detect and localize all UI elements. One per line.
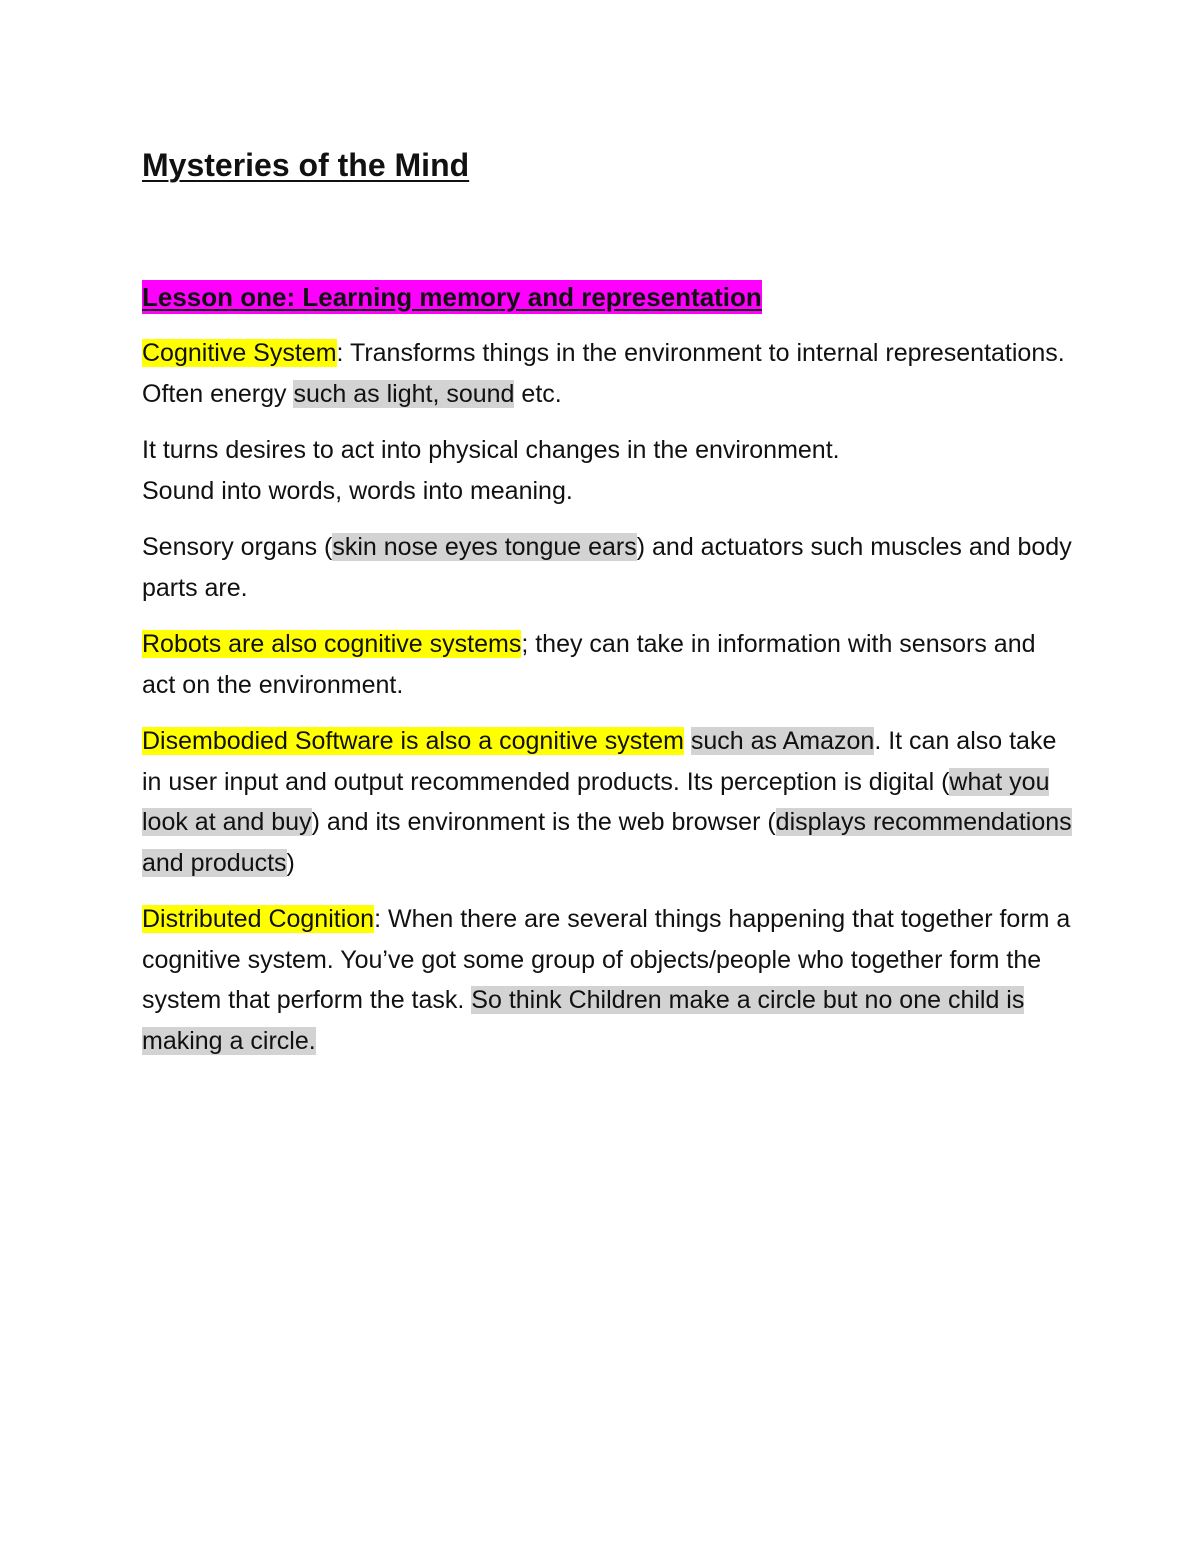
paragraph-robots [142,624,1072,705]
paragraph-text: : Transforms things in the environment to internal representations. Often energy [142,339,1065,408]
gray-highlight: skin nose eyes tongue ears [332,533,637,561]
paragraph-text: ; they can take in information with sensors and act on the environment. [142,630,1036,699]
gray-highlight: such as Amazon [690,727,875,755]
paragraph-text: ) [286,848,295,877]
gray-highlight: what you look at and buy [142,767,1050,836]
paragraph-desires [142,430,1072,511]
paragraph-distributed-cognition [142,899,1072,1061]
term-highlight: Robots are also cognitive systems [142,630,522,658]
paragraph-line: It turns desires to act into physical changes in the environment. [142,436,840,464]
gray-highlight: So think Children make a circle but no one child is making a circle. [142,986,1025,1055]
lesson-heading-text: Lesson one: Learning memory and representation [142,282,762,312]
document-content [142,140,1072,1061]
paragraph-text: ) and its environment is the web browser ( [311,808,776,836]
gray-highlight: displays recommendations and products [142,808,1072,877]
paragraph-text: etc. [514,379,562,408]
paragraph-line: Sound into words, words into meaning. [142,476,573,505]
paragraph-text: ) and actuators such muscles and body parts are. [142,533,1072,602]
paragraph-text: Sensory organs ( [142,533,333,561]
paragraph-cognitive-system [142,333,1072,414]
lesson-heading [142,277,1072,317]
term-highlight: Disembodied Software is also a cognitive system [142,727,684,755]
paragraph-sensory-organs [142,527,1072,608]
term-highlight: Cognitive System [142,339,337,367]
paragraph-text: . It can also take in user input and output recommended products. Its perception is digital ( [142,727,1057,796]
document-title: Mysteries of the Mind [142,147,470,183]
gray-highlight: such as light, sound [293,379,515,408]
paragraph-text: : When there are several things happening that together form a cognitive system. You’ve got some group of objects/people who together form the system that perform the task. [142,905,1071,1014]
paragraph-text [684,727,691,755]
paragraph-disembodied-software [142,721,1072,883]
term-highlight: Distributed Cognition [142,905,375,933]
